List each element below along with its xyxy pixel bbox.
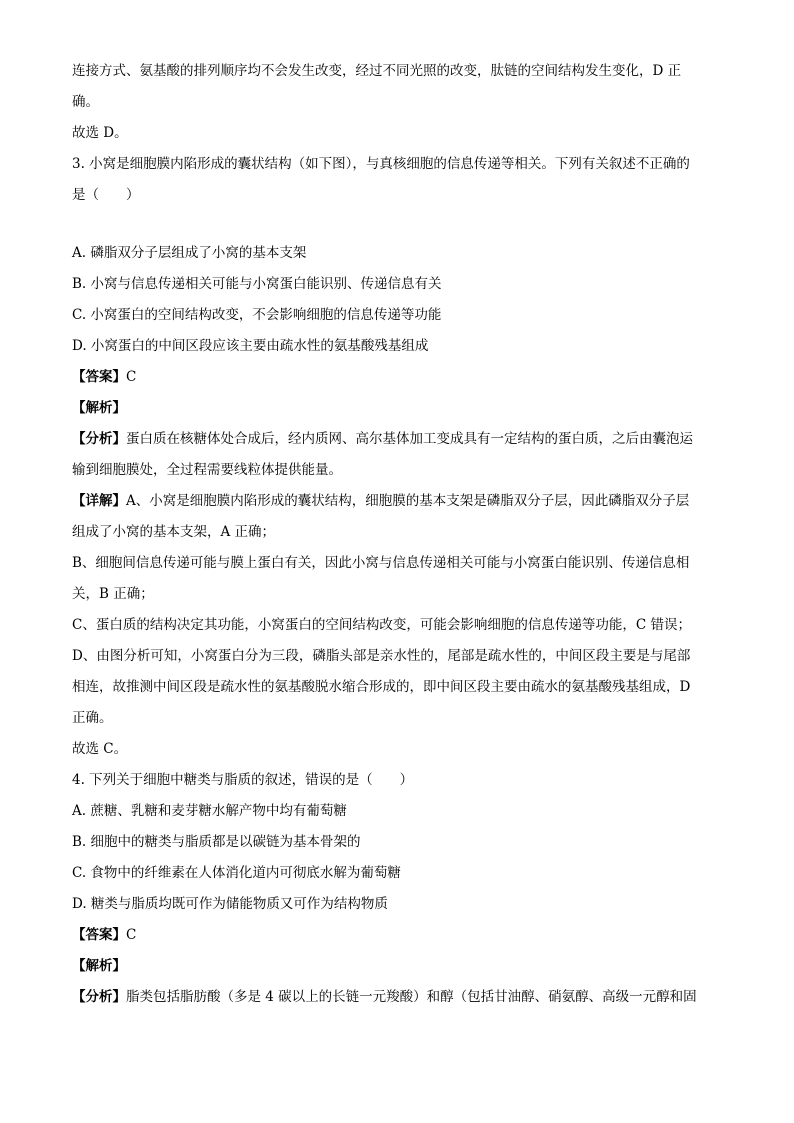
text-line: B、细胞间信息传递可能与膜上蛋白有关，因此小窝与信息传递相关可能与小窝蛋白能识别、传递信息相 [72, 555, 690, 571]
xiangjie-text: A、小窝是细胞膜内陷形成的囊状结构，细胞膜的基本支架是磷脂双分子层，因此磷脂双分子层 [126, 493, 690, 509]
option-c: C. 食物中的纤维素在人体消化道内可彻底水解为葡萄糖 [72, 865, 401, 881]
option-a: A. 蔗糖、乳糖和麦芽糖水解产物中均有葡萄糖 [72, 803, 347, 819]
fenxi-tag: 【分析】 [72, 431, 126, 447]
analysis-tag: 【解析】 [72, 400, 126, 416]
fenxi-tag: 【分析】 [72, 989, 126, 1005]
text-line: C、蛋白质的结构决定其功能，小窝蛋白的空间结构改变，可能会影响细胞的信息传递等功能，C 错误； [72, 617, 691, 633]
option-b: B. 小窝与信息传递相关可能与小窝蛋白能识别、传递信息有关 [72, 276, 442, 292]
fenxi-text: 脂类包括脂肪酸（多是 4 碳以上的长链一元羧酸）和醇（包括甘油醇、硝氨醇、高级一元醇和固 [126, 989, 697, 1005]
answer-tag: 【答案】 [72, 369, 126, 385]
text-line: 关，B 正确； [72, 586, 154, 602]
text-line: 组成了小窝的基本支架，A 正确； [72, 524, 276, 540]
fenxi-text: 蛋白质在核糖体处合成后，经内质网、高尔基体加工变成具有一定结构的蛋白质，之后由囊泡运 [126, 431, 693, 447]
analysis-tag: 【解析】 [72, 958, 126, 974]
answer-value: C [126, 369, 137, 385]
question-4-stem: 4. 下列关于细胞中糖类与脂质的叙述，错误的是（ ） [72, 772, 414, 788]
option-c: C. 小窝蛋白的空间结构改变，不会影响细胞的信息传递等功能 [72, 307, 442, 323]
analysis-header [72, 399, 724, 430]
analysis-line [72, 988, 724, 1019]
question-3-stem: 3. 小窝是细胞膜内陷形成的囊状结构（如下图），与真核细胞的信息传递等相关。下列有关叙述不正确的 [72, 156, 690, 172]
option-d: D. 小窝蛋白的中间区段应该主要由疏水性的氨基酸残基组成 [72, 338, 429, 354]
option-d: D. 糖类与脂质均既可作为储能物质又可作为结构物质 [72, 896, 388, 912]
text-line: 输到细胞膜处，全过程需要线粒体提供能量。 [72, 462, 342, 478]
text-line: 确。 [72, 94, 99, 110]
option-a: A. 磷脂双分子层组成了小窝的基本支架 [72, 245, 307, 261]
xiangjie-tag: 【详解】 [72, 493, 126, 509]
text-line: 故选 D。 [72, 125, 128, 141]
analysis-line [72, 430, 724, 461]
answer-value: C [126, 927, 137, 943]
text-line: 连接方式、氨基酸的排列顺序均不会发生改变，经过不同光照的改变，肽链的空间结构发生变化，D 正 [72, 63, 682, 79]
answer-line [72, 368, 724, 399]
document-page [72, 62, 724, 1019]
answer-line [72, 926, 724, 957]
detail-line [72, 492, 724, 523]
analysis-header [72, 957, 724, 988]
question-3-stem-cont: 是（ ） [72, 187, 140, 203]
text-line: 故选 C。 [72, 741, 128, 757]
answer-tag: 【答案】 [72, 927, 126, 943]
text-line: D、由图分析可知，小窝蛋白分为三段，磷脂头部是亲水性的，尾部是疏水性的，中间区段主要是与尾部 [72, 648, 691, 664]
text-line: 正确。 [72, 710, 113, 726]
text-line: 相连，故推测中间区段是疏水性的氨基酸脱水缩合形成的，即中间区段主要由疏水的氨基酸残基组成，D [72, 679, 691, 695]
option-b: B. 细胞中的糖类与脂质都是以碳链为基本骨架的 [72, 834, 361, 850]
figure-placeholder [72, 217, 724, 244]
